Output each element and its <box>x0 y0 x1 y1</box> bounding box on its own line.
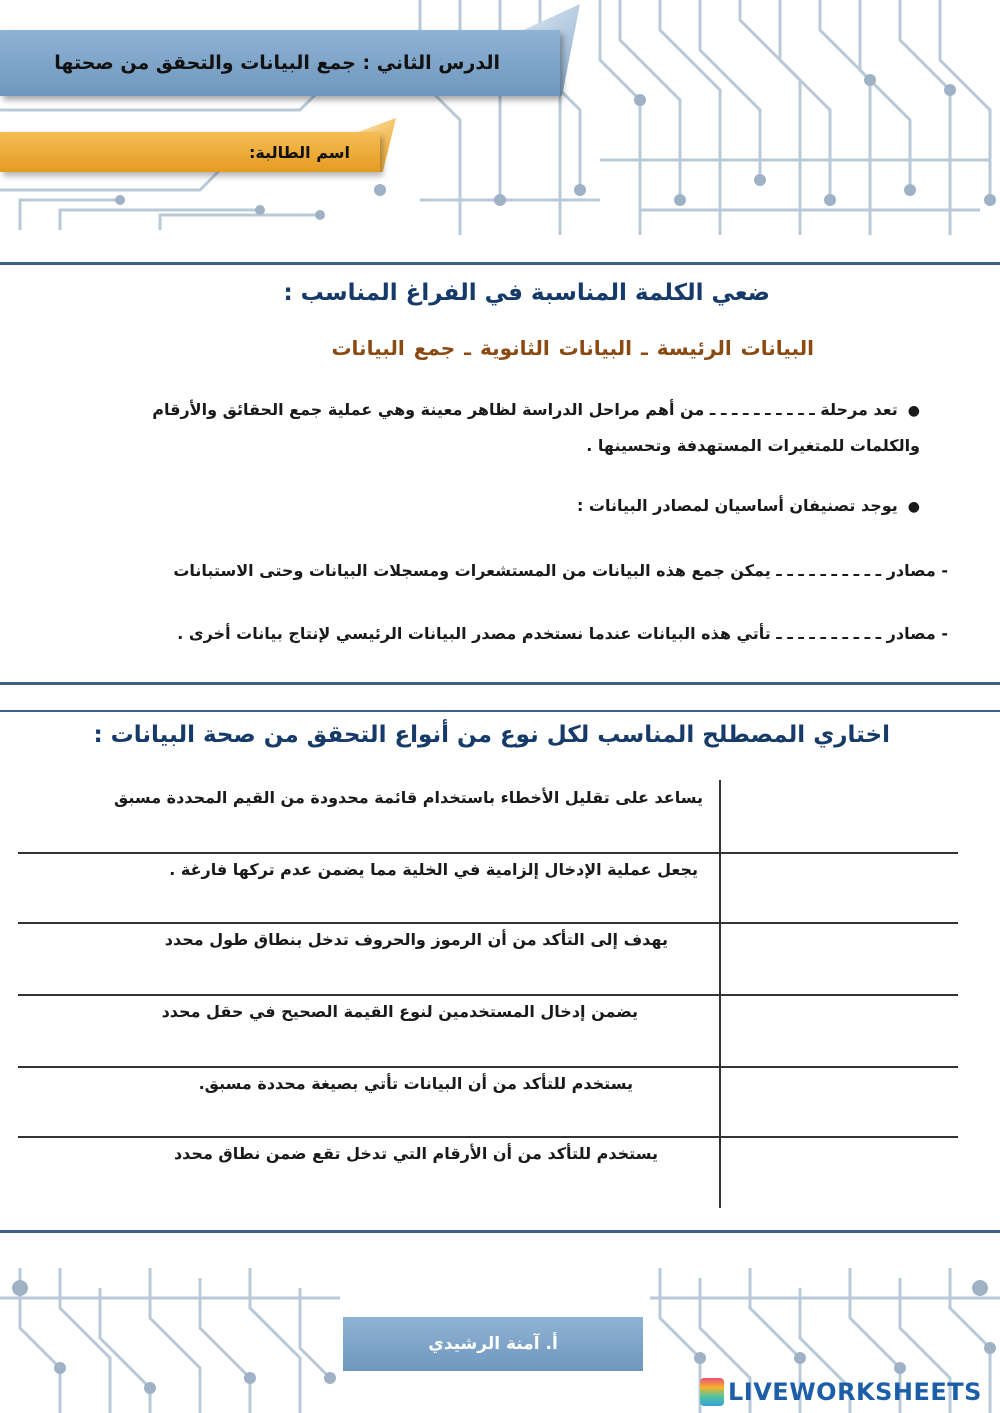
student-name-banner <box>0 132 380 172</box>
student-name-label: اسم الطالبة: <box>248 142 350 162</box>
table-row-text: يضمن إدخال المستخدمين لنوع القيمة الصحيح في حقل محدد <box>161 1002 638 1021</box>
fill-item-3: - مصادر ـ ـ ـ ـ ـ ـ ـ ـ ـ ـ يمكن جمع هذه البيانات من المستشعرات ومسجلات البيانات وحتى الاستبانات <box>173 561 948 580</box>
table-row <box>18 1066 958 1136</box>
fill-item-1-cont <box>586 430 920 462</box>
fill-item-1-line2: والكلمات للمتغيرات المستهدفة وتحسينها . <box>586 436 920 455</box>
fill-item-2-text: يوجد تصنيفان أساسيان لمصادر البيانات : <box>576 496 898 515</box>
divider <box>0 682 1000 685</box>
teacher-name-box <box>343 1317 643 1371</box>
fill-item-4: - مصادر ـ ـ ـ ـ ـ ـ ـ ـ ـ ـ تأتي هذه البيانات عندما نستخدم مصدر البيانات الرئيسي لإنتاج بيانات أخرى . <box>177 624 948 643</box>
divider <box>0 262 1000 265</box>
table-row-text: يستخدم للتأكد من أن البيانات تأتي بصيغة محددة مسبق. <box>198 1074 633 1093</box>
table-row-text: يجعل عملية الإدخال إلزامية في الخلية مما يضمن عدم تركها فارغة . <box>169 860 698 879</box>
table-row <box>18 780 958 852</box>
table-row-text: يهدف إلى التأكد من أن الرموز والحروف تدخل بنطاق طول محدد <box>164 930 668 949</box>
section2-title: اختاري المصطلح المناسب لكل نوع من أنواع التحقق من صحة البيانات : <box>93 722 890 748</box>
table-row-text: يستخدم للتأكد من أن الأرقام التي تدخل تقع ضمن نطاق محدد <box>173 1144 658 1163</box>
fill-item-1-line1: تعد مرحلة ـ ـ ـ ـ ـ ـ ـ ـ ـ ـ من أهم مراحل الدراسة لظاهر معينة وهي عملية جمع الحقائق والأرقام <box>152 400 898 419</box>
answer-cell[interactable] <box>723 998 953 1062</box>
answer-cell[interactable] <box>18 788 258 848</box>
divider <box>0 1230 1000 1233</box>
fill-item-2 <box>577 490 920 523</box>
answer-cell[interactable] <box>723 1070 953 1132</box>
section1-title: ضعي الكلمة المناسبة في الفراغ المناسب : <box>283 280 770 306</box>
divider <box>0 710 1000 712</box>
table-row <box>18 1136 958 1208</box>
fill-item-1 <box>152 394 920 427</box>
lesson-title: الدرس الثاني : جمع البيانات والتحقق من صحتها <box>54 52 500 74</box>
liveworksheets-logo <box>700 1374 982 1410</box>
liveworksheets-brand: LIVEWORKSHEETS <box>728 1378 982 1406</box>
word-bank: البيانات الرئيسة ـ البيانات الثانوية ـ جمع البيانات <box>331 336 814 360</box>
table-row <box>18 852 958 922</box>
table-row-text: يساعد على تقليل الأخطاء باستخدام قائمة محدودة من القيم المحددة مسبق <box>113 788 703 807</box>
answer-cell[interactable] <box>723 926 953 990</box>
teacher-name: أ. آمنة الرشيدي <box>428 1334 558 1354</box>
bullet-icon: ● <box>907 403 920 419</box>
liveworksheets-logo-icon <box>700 1378 724 1406</box>
table-row <box>18 922 958 994</box>
answer-cell[interactable] <box>723 856 953 918</box>
bullet-icon: ● <box>907 499 920 515</box>
table-row <box>18 994 958 1066</box>
lesson-title-banner <box>0 30 560 96</box>
answer-cell[interactable] <box>723 1140 953 1204</box>
